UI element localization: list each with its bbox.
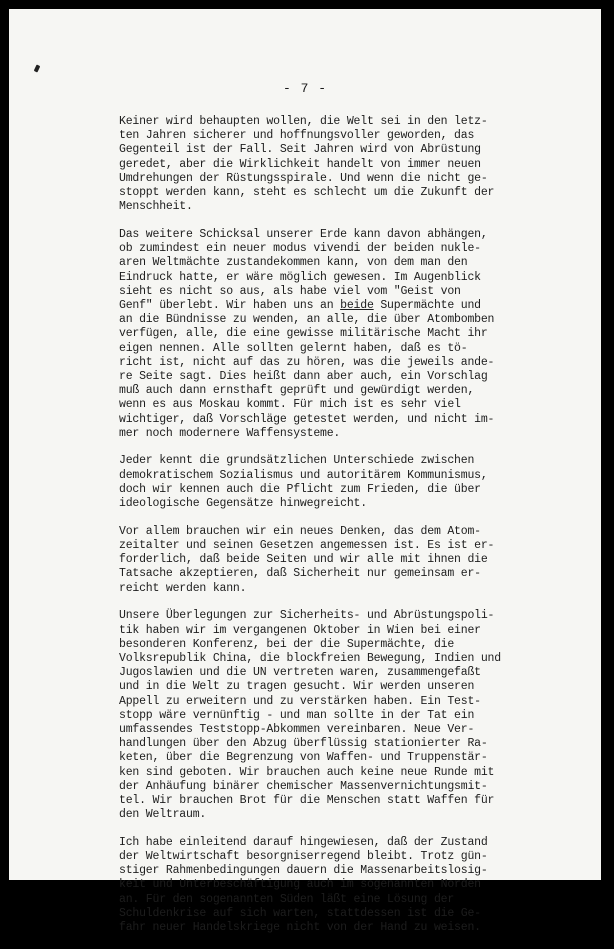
text-line: reicht werden kann. — [119, 581, 247, 595]
text-line: ken sind geboten. Wir brauchen auch keine neue Runde mit — [119, 765, 495, 779]
text-line: stoppt werden kann, steht es schlecht um die Zukunft der — [119, 186, 495, 200]
text-line: Das weitere Schicksal unserer Erde kann davon abhängen, — [119, 227, 488, 241]
text-line: Gegenteil ist der Fall. Seit Jahren wird von Abrüstung — [119, 143, 481, 157]
emphasized-word: beide — [340, 298, 374, 312]
paragraph-5 — [119, 609, 539, 822]
text-line: wenn es aus Moskau kommt. Für mich ist es sehr viel — [119, 398, 461, 412]
text-line: Ich habe einleitend darauf hingewiesen, daß der Zustand — [119, 835, 488, 849]
text-line: wichtiger, daß Vorschläge getestet werden, und nicht im- — [119, 412, 495, 426]
text-line: Genf" überlebt. Wir haben uns an beide Supermächte und — [119, 298, 481, 312]
text-line: ideologische Gegensätze hinwegreicht. — [119, 497, 367, 511]
text-line: Jeder kennt die grundsätzlichen Unterschiede zwischen — [119, 454, 475, 468]
paragraph-3 — [119, 454, 539, 511]
text-line: stopp wäre vernünftig - und man sollte in der Tat ein — [119, 708, 475, 722]
text-line: forderlich, daß beide Seiten und wir alle mit ihnen die — [119, 553, 488, 567]
text-line: der Anhäufung binärer chemischer Massenvernichtungsmit- — [119, 779, 488, 793]
page-number: - 7 - — [282, 81, 327, 96]
text-line: Menschheit. — [119, 200, 193, 214]
text-line: keit und Unterbeschäftigung auch im sogenannten Norden — [119, 878, 481, 892]
text-line: Volksrepublik China, die blockfreien Bewegung, Indien und — [119, 651, 501, 665]
text-line: richt ist, nicht auf das zu hören, was die jeweils ande- — [119, 355, 495, 369]
paragraph-1 — [119, 115, 539, 214]
stray-ink-mark — [34, 64, 41, 72]
scan-border — [601, 0, 614, 887]
text-line: verfügen, alle, die eine gewisse militärische Macht ihr — [119, 327, 488, 341]
text-line: ob zumindest ein neuer modus vivendi der beiden nukle- — [119, 242, 481, 256]
paragraph-2 — [119, 228, 539, 441]
body-text — [119, 115, 539, 949]
text-line: Schuldenkrise auf sich warten, stattdessen ist die Ge- — [119, 906, 481, 920]
text-line: Umdrehungen der Rüstungsspirale. Und wenn die nicht ge- — [119, 171, 488, 185]
text-line: zeitalter und seinen Gesetzen angemessen ist. Es ist er- — [119, 538, 495, 552]
text-line: und in die Welt zu tragen gesucht. Wir werden unseren — [119, 680, 475, 694]
text-line: sieht es nicht so aus, als habe viel vom "Geist von — [119, 284, 461, 298]
text-line: stiger Rahmenbedingungen dauern die Massenarbeitslosig- — [119, 864, 488, 878]
text-line: Eindruck hatte, er wäre möglich gewesen. Im Augenblick — [119, 270, 481, 284]
text-line: Vor allem brauchen wir ein neues Denken, das dem Atom- — [119, 524, 481, 538]
text-line: Appell zu erweitern und zu verstärken haben. Ein Test- — [119, 694, 481, 708]
text-line: ten Jahren sicherer und hoffnungsvoller geworden, das — [119, 129, 475, 143]
paragraph-6 — [119, 836, 539, 935]
text-line: handlungen über den Abzug überflüssig stationierter Ra- — [119, 737, 488, 751]
text-line: muß auch dann ernsthaft geprüft und gewürdigt werden, — [119, 384, 475, 398]
text-line: Unsere Überlegungen zur Sicherheits- und Abrüstungspoli- — [119, 609, 495, 623]
text-line: besonderen Konferenz, bei der die Supermächte, die — [119, 637, 455, 651]
text-line: an. Für den sogenannten Süden läßt eine Lösung der — [119, 892, 455, 906]
text-line: doch wir kennen auch die Pflicht zum Frieden, die über — [119, 482, 481, 496]
document-page — [9, 9, 601, 935]
text-line: mer noch modernere Waffensysteme. — [119, 426, 341, 440]
text-line: tik haben wir im vergangenen Oktober in Wien bei einer — [119, 623, 481, 637]
text-line: der Weltwirtschaft besorgniserregend bleibt. Trotz gün- — [119, 850, 488, 864]
text-line: Jugoslawien und die UN vertreten waren, zusammengefaßt — [119, 666, 481, 680]
text-line: aren Weltmächte zustandekommen kann, von dem man den — [119, 256, 468, 270]
text-line: eigen nennen. Alle sollten gelernt haben, daß es tö- — [119, 341, 468, 355]
text-line: fahr neuer Handelskriege nicht von der Hand zu weisen. — [119, 921, 481, 935]
text-line: umfassendes Teststopp-Abkommen vereinbaren. Neue Ver- — [119, 722, 475, 736]
text-line: re Seite sagt. Dies heißt dann aber auch, ein Vorschlag — [119, 369, 488, 383]
text-line: den Weltraum. — [119, 808, 207, 822]
text-line: Keiner wird behaupten wollen, die Welt sei in den letz- — [119, 115, 488, 128]
text-line: tel. Wir brauchen Brot für die Menschen statt Waffen für — [119, 793, 495, 807]
text-line: Tatsache akzeptieren, daß Sicherheit nur gemeinsam er- — [119, 567, 481, 581]
text-line: demokratischem Sozialismus und autoritärem Kommunismus, — [119, 468, 488, 482]
text-line: geredet, aber die Wirklichkeit handelt von immer neuen — [119, 157, 481, 171]
text-line: keten, über die Begrenzung von Waffen- und Truppenstär- — [119, 751, 488, 765]
text-line: an die Bündnisse zu wenden, an alle, die über Atombomben — [119, 313, 495, 327]
paragraph-4 — [119, 525, 539, 596]
